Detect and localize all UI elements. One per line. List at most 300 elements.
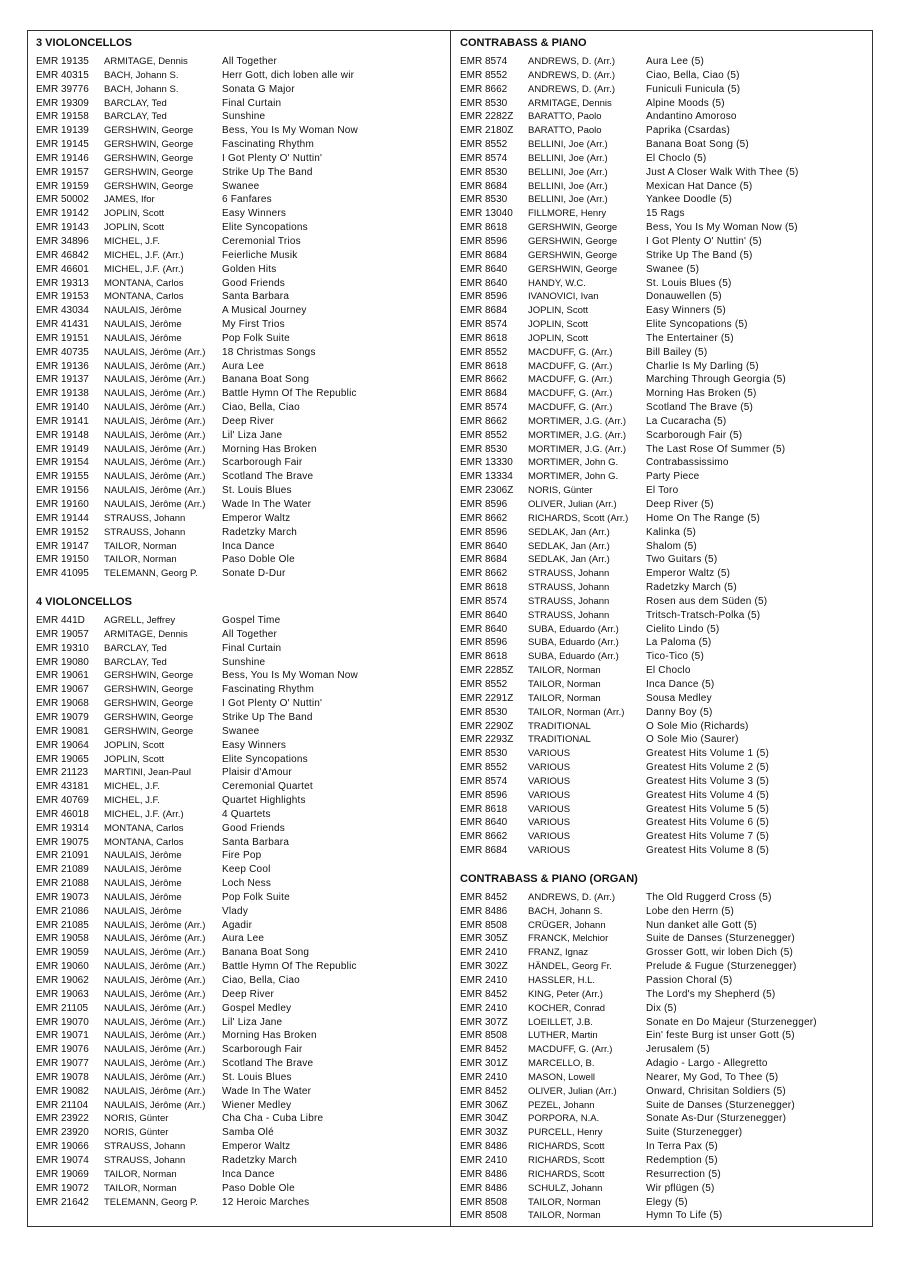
catalog-row [36, 808, 444, 822]
catalog-number: EMR 46842 [36, 249, 89, 261]
composer-name: SEDLAK, Jan (Arr.) [528, 554, 610, 566]
composer-name: KING, Peter (Arr.) [528, 988, 603, 1000]
composer-name: VARIOUS [528, 803, 571, 815]
work-title: Cielito Lindo (5) [646, 623, 720, 635]
work-title: Banana Boat Song [222, 947, 310, 959]
catalog-row [460, 664, 868, 678]
catalog-number: EMR 19065 [36, 753, 89, 765]
work-title: Suite de Danses (Sturzenegger) [646, 933, 795, 945]
catalog-row [460, 1182, 868, 1196]
catalog-number: EMR 19148 [36, 429, 89, 441]
catalog-number: EMR 19140 [36, 402, 89, 414]
work-title: The Lord's my Shepherd (5) [646, 988, 776, 1000]
composer-name: ANDREWS, D. (Arr.) [528, 69, 616, 81]
composer-name: MACDUFF, G. (Arr.) [528, 346, 613, 358]
composer-name: PORPORA, N.A. [528, 1113, 600, 1125]
composer-name: BARATTO, Paolo [528, 111, 602, 123]
catalog-row [460, 720, 868, 734]
composer-name: ANDREWS, D. (Arr.) [528, 83, 616, 95]
composer-name: BELLINI, Joe (Arr.) [528, 180, 608, 192]
catalog-number: EMR 305Z [460, 933, 508, 945]
catalog-row [460, 553, 868, 567]
composer-name: GERSHWIN, George [104, 698, 194, 710]
composer-name: BELLINI, Joe (Arr.) [528, 166, 608, 178]
catalog-number: EMR 19159 [36, 180, 89, 192]
work-title: Tritsch-Tratsch-Polka (5) [646, 609, 761, 621]
composer-name: NAULAIS, Jérôme [104, 878, 182, 890]
composer-name: BACH, Johann S. [528, 905, 603, 917]
work-title: Danny Boy (5) [646, 706, 713, 718]
catalog-row [460, 401, 868, 415]
composer-name: GERSHWIN, George [104, 711, 194, 723]
work-title: St. Louis Blues (5) [646, 277, 732, 289]
work-title: Aura Lee (5) [646, 56, 704, 67]
composer-name: HASSLER, H.L. [528, 975, 596, 986]
catalog-number: EMR 19074 [36, 1154, 89, 1166]
catalog-number: EMR 21642 [36, 1196, 89, 1208]
catalog-row [460, 1071, 868, 1085]
work-title: Yankee Doodle (5) [646, 194, 733, 206]
catalog-section [460, 36, 868, 858]
catalog-number: EMR 8596 [460, 291, 508, 303]
composer-name: STRAUSS, Johann [104, 1141, 186, 1153]
composer-name: NAULAIS, Jérôme (Arr.) [104, 1071, 206, 1083]
work-title: Agadir [222, 919, 253, 931]
composer-name: TAILOR, Norman [528, 678, 601, 690]
work-title: Party Piece [646, 471, 700, 483]
catalog-row [36, 946, 444, 960]
composer-name: JAMES, Ifor [104, 194, 155, 206]
catalog-number: EMR 19067 [36, 684, 89, 696]
composer-name: NAULAIS, Jérôme (Arr.) [104, 1030, 206, 1042]
catalog-number: EMR 19059 [36, 947, 89, 959]
work-title: Emperor Waltz [222, 512, 291, 524]
catalog-row [36, 97, 444, 111]
work-title: O Sole Mio (Richards) [646, 720, 749, 732]
work-title: Lobe den Herrn (5) [646, 905, 735, 917]
work-title: St. Louis Blues [222, 1071, 292, 1083]
catalog-number: EMR 21105 [36, 1002, 89, 1014]
work-title: Wir pflügen (5) [646, 1182, 715, 1194]
catalog-row [460, 512, 868, 526]
catalog-number: EMR 19310 [36, 642, 89, 654]
catalog-row [36, 753, 444, 767]
composer-name: NAULAIS, Jérôme [104, 850, 182, 862]
catalog-number: EMR 8618 [460, 222, 508, 234]
catalog-number: EMR 19309 [36, 97, 89, 109]
catalog-row [36, 1029, 444, 1043]
catalog-number: EMR 2306Z [460, 485, 514, 497]
section-heading: 3 VIOLONCELLOS [36, 37, 132, 49]
work-title: Scarborough Fair [222, 457, 303, 469]
work-title: Sousa Medley [646, 692, 712, 704]
composer-name: HANDY, W.C. [528, 277, 586, 289]
work-title: Suite de Danses (Sturzenegger) [646, 1099, 795, 1111]
composer-name: MICHEL, J.F. (Arr.) [104, 808, 184, 820]
catalog-number: EMR 8530 [460, 443, 508, 455]
work-title: In Terra Pax (5) [646, 1141, 718, 1153]
catalog-row [460, 180, 868, 194]
catalog-section [36, 36, 444, 581]
catalog-number: EMR 8486 [460, 1168, 508, 1180]
work-title: Samba Olé [222, 1127, 274, 1139]
catalog-row [460, 905, 868, 919]
catalog-number: EMR 2282Z [460, 111, 514, 123]
composer-name: ARMITAGE, Dennis [528, 97, 612, 109]
catalog-number: EMR 19068 [36, 698, 89, 710]
composer-name: TELEMANN, Georg P. [104, 1196, 198, 1208]
work-title: Lil' Liza Jane [222, 1016, 283, 1028]
catalog-number: EMR 13040 [460, 208, 513, 220]
work-title: Pop Folk Suite [222, 332, 290, 344]
catalog-number: EMR 19143 [36, 222, 89, 234]
catalog-number: EMR 8684 [460, 305, 508, 317]
catalog-number: EMR 8452 [460, 1044, 508, 1056]
catalog-number: EMR 8452 [460, 988, 508, 1000]
catalog-row [460, 678, 868, 692]
composer-name: MONTANA, Carlos [104, 277, 184, 289]
catalog-number: EMR 19141 [36, 415, 89, 427]
composer-name: NAULAIS, Jérôme (Arr.) [104, 457, 206, 469]
catalog-number: EMR 8574 [460, 595, 508, 607]
composer-name: JOPLIN, Scott [104, 208, 165, 220]
work-title: Sunshine [222, 111, 266, 123]
catalog-number: EMR 8662 [460, 512, 508, 524]
catalog-row [460, 609, 868, 623]
catalog-row [36, 318, 444, 332]
composer-name: LUTHER, Martin [528, 1030, 598, 1042]
work-title: Sonate en Do Majeur (Sturzenegger) [646, 1016, 817, 1028]
catalog-number: EMR 8530 [460, 97, 508, 109]
catalog-number: EMR 2180Z [460, 125, 514, 137]
catalog-number: EMR 19081 [36, 725, 89, 737]
catalog-number: EMR 8508 [460, 1210, 508, 1222]
composer-name: TELEMANN, Georg P. [104, 568, 198, 580]
work-title: Scotland The Brave [222, 471, 314, 483]
catalog-row [460, 235, 868, 249]
work-title: Wiener Medley [222, 1099, 292, 1111]
composer-name: BARCLAY, Ted [104, 642, 167, 654]
catalog-number: EMR 19075 [36, 836, 89, 848]
work-title: Easy Winners [222, 739, 287, 751]
catalog-row [36, 669, 444, 683]
catalog-row [36, 429, 444, 443]
catalog-row [460, 360, 868, 374]
composer-name: NAULAIS, Jérôme (Arr.) [104, 402, 206, 414]
work-title: Quartet Highlights [222, 795, 306, 807]
work-title: Elegy (5) [646, 1196, 688, 1208]
catalog-row [36, 822, 444, 836]
work-title: I Got Plenty O' Nuttin' [222, 152, 323, 164]
catalog-row [460, 1043, 868, 1057]
catalog-row [460, 429, 868, 443]
catalog-number: EMR 2290Z [460, 720, 514, 732]
composer-name: MACDUFF, G. (Arr.) [528, 374, 613, 386]
composer-name: MARCELLO, B. [528, 1058, 595, 1070]
catalog-row [460, 1002, 868, 1016]
catalog-row [36, 1099, 444, 1113]
catalog-row [36, 656, 444, 670]
catalog-number: EMR 8552 [460, 762, 508, 774]
composer-name: NAULAIS, Jérôme [104, 905, 182, 917]
catalog-row [36, 235, 444, 249]
catalog-row [36, 766, 444, 780]
composer-name: MONTANA, Carlos [104, 822, 184, 834]
catalog-number: EMR 8662 [460, 83, 508, 95]
catalog-number: EMR 2291Z [460, 692, 514, 704]
catalog-row [460, 193, 868, 207]
catalog-number: EMR 19064 [36, 739, 89, 751]
catalog-number: EMR 23920 [36, 1127, 89, 1139]
catalog-row [460, 567, 868, 581]
catalog-number: EMR 19076 [36, 1044, 89, 1056]
work-title: Marching Through Georgia (5) [646, 374, 786, 386]
composer-name: MORTIMER, J.G. (Arr.) [528, 429, 626, 441]
catalog-number: EMR 8684 [460, 249, 508, 261]
catalog-row [460, 415, 868, 429]
composer-name: TAILOR, Norman [104, 1182, 177, 1194]
catalog-number: EMR 21123 [36, 767, 89, 779]
catalog-number: EMR 2293Z [460, 734, 514, 746]
work-title: La Paloma (5) [646, 637, 712, 649]
composer-name: KOCHER, Conrad [528, 1002, 606, 1014]
catalog-row [460, 1057, 868, 1071]
catalog-number: EMR 40735 [36, 346, 89, 358]
catalog-row [36, 628, 444, 642]
catalog-row [36, 905, 444, 919]
catalog-number: EMR 8618 [460, 651, 508, 663]
catalog-row [460, 733, 868, 747]
catalog-number: EMR 8486 [460, 1141, 508, 1153]
catalog-row [460, 124, 868, 138]
work-title: Onward, Chrisitan Soldiers (5) [646, 1085, 786, 1097]
catalog-row [36, 221, 444, 235]
catalog-row [36, 683, 444, 697]
composer-name: NORIS, Günter [104, 1113, 169, 1125]
catalog-row [460, 166, 868, 180]
catalog-row [36, 1016, 444, 1030]
catalog-row [460, 1140, 868, 1154]
catalog-row [36, 512, 444, 526]
composer-name: MORTIMER, J.G. (Arr.) [528, 443, 626, 455]
catalog-row [36, 1002, 444, 1016]
composer-name: GERSHWIN, George [528, 249, 618, 261]
catalog-number: EMR 8596 [460, 526, 508, 538]
catalog-number: EMR 8552 [460, 346, 508, 358]
work-title: Battle Hymn Of The Republic [222, 388, 357, 400]
work-title: Sonate As-Dur (Sturzenegger) [646, 1113, 787, 1125]
catalog-row [36, 415, 444, 429]
work-title: Radetzky March (5) [646, 582, 737, 594]
catalog-row [460, 803, 868, 817]
catalog-number: EMR 2410 [460, 1071, 508, 1083]
work-title: Scotland The Brave (5) [646, 402, 754, 414]
catalog-row [460, 891, 868, 905]
composer-name: VARIOUS [528, 817, 571, 829]
composer-name: OLIVER, Julian (Arr.) [528, 1085, 617, 1097]
catalog-row [460, 443, 868, 457]
catalog-number: EMR 19160 [36, 499, 89, 510]
composer-name: VARIOUS [528, 762, 571, 774]
catalog-row [460, 207, 868, 221]
composer-name: SEDLAK, Jan (Arr.) [528, 540, 610, 552]
catalog-number: EMR 19151 [36, 332, 89, 344]
composer-name: STRAUSS, Johann [528, 568, 610, 580]
catalog-row [36, 401, 444, 415]
catalog-row [460, 830, 868, 844]
catalog-number: EMR 19156 [36, 485, 89, 497]
catalog-row [36, 498, 444, 512]
catalog-number: EMR 8486 [460, 1182, 508, 1194]
work-title: Greatest Hits Volume 6 (5) [646, 817, 770, 829]
catalog-number: EMR 8596 [460, 235, 508, 247]
work-title: Swanee (5) [646, 263, 700, 275]
catalog-number: EMR 13330 [460, 457, 513, 469]
work-title: The Entertainer (5) [646, 332, 734, 344]
catalog-number: EMR 19078 [36, 1071, 89, 1083]
catalog-row [36, 642, 444, 656]
catalog-number: EMR 19139 [36, 125, 89, 137]
catalog-number: EMR 8640 [460, 263, 508, 275]
work-title: Two Guitars (5) [646, 554, 718, 566]
composer-name: GERSHWIN, George [104, 166, 194, 178]
work-title: Ceremonial Trios [222, 235, 301, 247]
composer-name: TAILOR, Norman (Arr.) [528, 706, 625, 718]
work-title: Deep River [222, 415, 275, 427]
catalog-row [36, 166, 444, 180]
composer-name: BARCLAY, Ted [104, 656, 167, 668]
composer-name: NAULAIS, Jérôme (Arr.) [104, 485, 206, 497]
catalog-row [460, 595, 868, 609]
catalog-number: EMR 21086 [36, 905, 89, 917]
work-title: The Old Ruggerd Cross (5) [646, 891, 772, 903]
composer-name: GERSHWIN, George [104, 684, 194, 696]
composer-name: SUBA, Eduardo (Arr.) [528, 623, 619, 635]
composer-name: MACDUFF, G. (Arr.) [528, 1044, 613, 1056]
work-title: Bess, You Is My Woman Now [222, 670, 358, 682]
catalog-number: EMR 40315 [36, 69, 89, 81]
work-title: Mexican Hat Dance (5) [646, 180, 753, 192]
work-title: Kalinka (5) [646, 526, 696, 538]
catalog-number: EMR 306Z [460, 1099, 508, 1111]
catalog-row [460, 332, 868, 346]
work-title: El Choclo [646, 665, 691, 677]
catalog-number: EMR 8640 [460, 277, 508, 289]
work-title: 4 Quartets [222, 808, 271, 820]
catalog-number: EMR 8618 [460, 582, 508, 594]
work-title: Radetzky March [222, 1154, 298, 1166]
composer-name: AGRELL, Jeffrey [104, 615, 176, 627]
catalog-number: EMR 40769 [36, 795, 89, 807]
catalog-number: EMR 8662 [460, 374, 508, 386]
composer-name: NAULAIS, Jérôme [104, 332, 182, 344]
work-title: I Got Plenty O' Nuttin' (5) [646, 235, 762, 247]
work-title: Greatest Hits Volume 3 (5) [646, 775, 770, 787]
work-title: Banana Boat Song (5) [646, 139, 749, 151]
catalog-row [36, 1085, 444, 1099]
catalog-row [460, 304, 868, 318]
catalog-number: EMR 8618 [460, 332, 508, 344]
composer-name: STRAUSS, Johann [104, 526, 186, 538]
composer-name: NAULAIS, Jérôme [104, 319, 182, 331]
composer-name: ANDREWS, D. (Arr.) [528, 891, 616, 903]
composer-name: GERSHWIN, George [104, 725, 194, 737]
composer-name: PEZEL, Johann [528, 1099, 595, 1111]
work-title: A Musical Journey [222, 305, 307, 317]
catalog-number: EMR 8640 [460, 540, 508, 552]
work-title: Suite (Sturzenegger) [646, 1127, 743, 1139]
composer-name: NAULAIS, Jérôme (Arr.) [104, 1016, 206, 1028]
composer-name: SUBA, Eduardo (Arr.) [528, 637, 619, 649]
catalog-number: EMR 2410 [460, 1154, 508, 1166]
catalog-row [36, 304, 444, 318]
catalog-row [36, 780, 444, 794]
catalog-number: EMR 8574 [460, 319, 508, 331]
catalog-row [36, 373, 444, 387]
catalog-number: EMR 8640 [460, 623, 508, 635]
catalog-row [460, 636, 868, 650]
work-title: Scarborough Fair [222, 1044, 303, 1056]
catalog-number: EMR 19136 [36, 360, 89, 372]
catalog-number: EMR 41095 [36, 568, 89, 580]
catalog-row [460, 581, 868, 595]
catalog-row [36, 836, 444, 850]
catalog-number: EMR 8574 [460, 152, 508, 164]
catalog-row [36, 711, 444, 725]
composer-name: CRÜGER, Johann [528, 919, 606, 931]
work-title: Greatest Hits Volume 1 (5) [646, 748, 770, 760]
work-title: Donauwellen (5) [646, 291, 722, 303]
catalog-row [460, 775, 868, 789]
work-title: Bill Bailey (5) [646, 346, 708, 358]
catalog-number: EMR 8684 [460, 388, 508, 400]
work-title: Wade In The Water [222, 499, 312, 510]
composer-name: FILLMORE, Henry [528, 208, 607, 220]
composer-name: LOEILLET, J.B. [528, 1016, 593, 1028]
work-title: Alpine Moods (5) [646, 97, 725, 109]
composer-name: NAULAIS, Jérôme (Arr.) [104, 388, 206, 400]
catalog-number: EMR 46601 [36, 263, 89, 275]
work-title: Paso Doble Ole [222, 554, 295, 566]
composer-name: MASON, Lowell [528, 1071, 596, 1083]
composer-name: BARCLAY, Ted [104, 97, 167, 109]
catalog-row [460, 1085, 868, 1099]
catalog-number: EMR 19137 [36, 374, 89, 386]
composer-name: SUBA, Eduardo (Arr.) [528, 651, 619, 663]
composer-name: TAILOR, Norman [528, 1196, 601, 1208]
catalog-row [36, 1112, 444, 1126]
catalog-number: EMR 19155 [36, 471, 89, 483]
catalog-number: EMR 8596 [460, 499, 508, 510]
work-title: Grosser Gott, wir loben Dich (5) [646, 947, 793, 959]
composer-name: BACH, Johann S. [104, 83, 179, 95]
composer-name: MARTINI, Jean-Paul [104, 767, 191, 779]
catalog-row [36, 794, 444, 808]
catalog-number: EMR 19072 [36, 1182, 89, 1194]
composer-name: GERSHWIN, George [528, 222, 618, 234]
catalog-row [36, 332, 444, 346]
catalog-row [460, 277, 868, 291]
composer-name: JOPLIN, Scott [528, 332, 589, 344]
composer-name: MORTIMER, John G. [528, 471, 619, 483]
work-title: Greatest Hits Volume 8 (5) [646, 845, 770, 857]
catalog-row [36, 725, 444, 739]
catalog-row [36, 739, 444, 753]
catalog-row [36, 526, 444, 540]
composer-name: GERSHWIN, George [104, 180, 194, 192]
catalog-number: EMR 19149 [36, 443, 89, 455]
work-title: Radetzky March [222, 526, 298, 538]
